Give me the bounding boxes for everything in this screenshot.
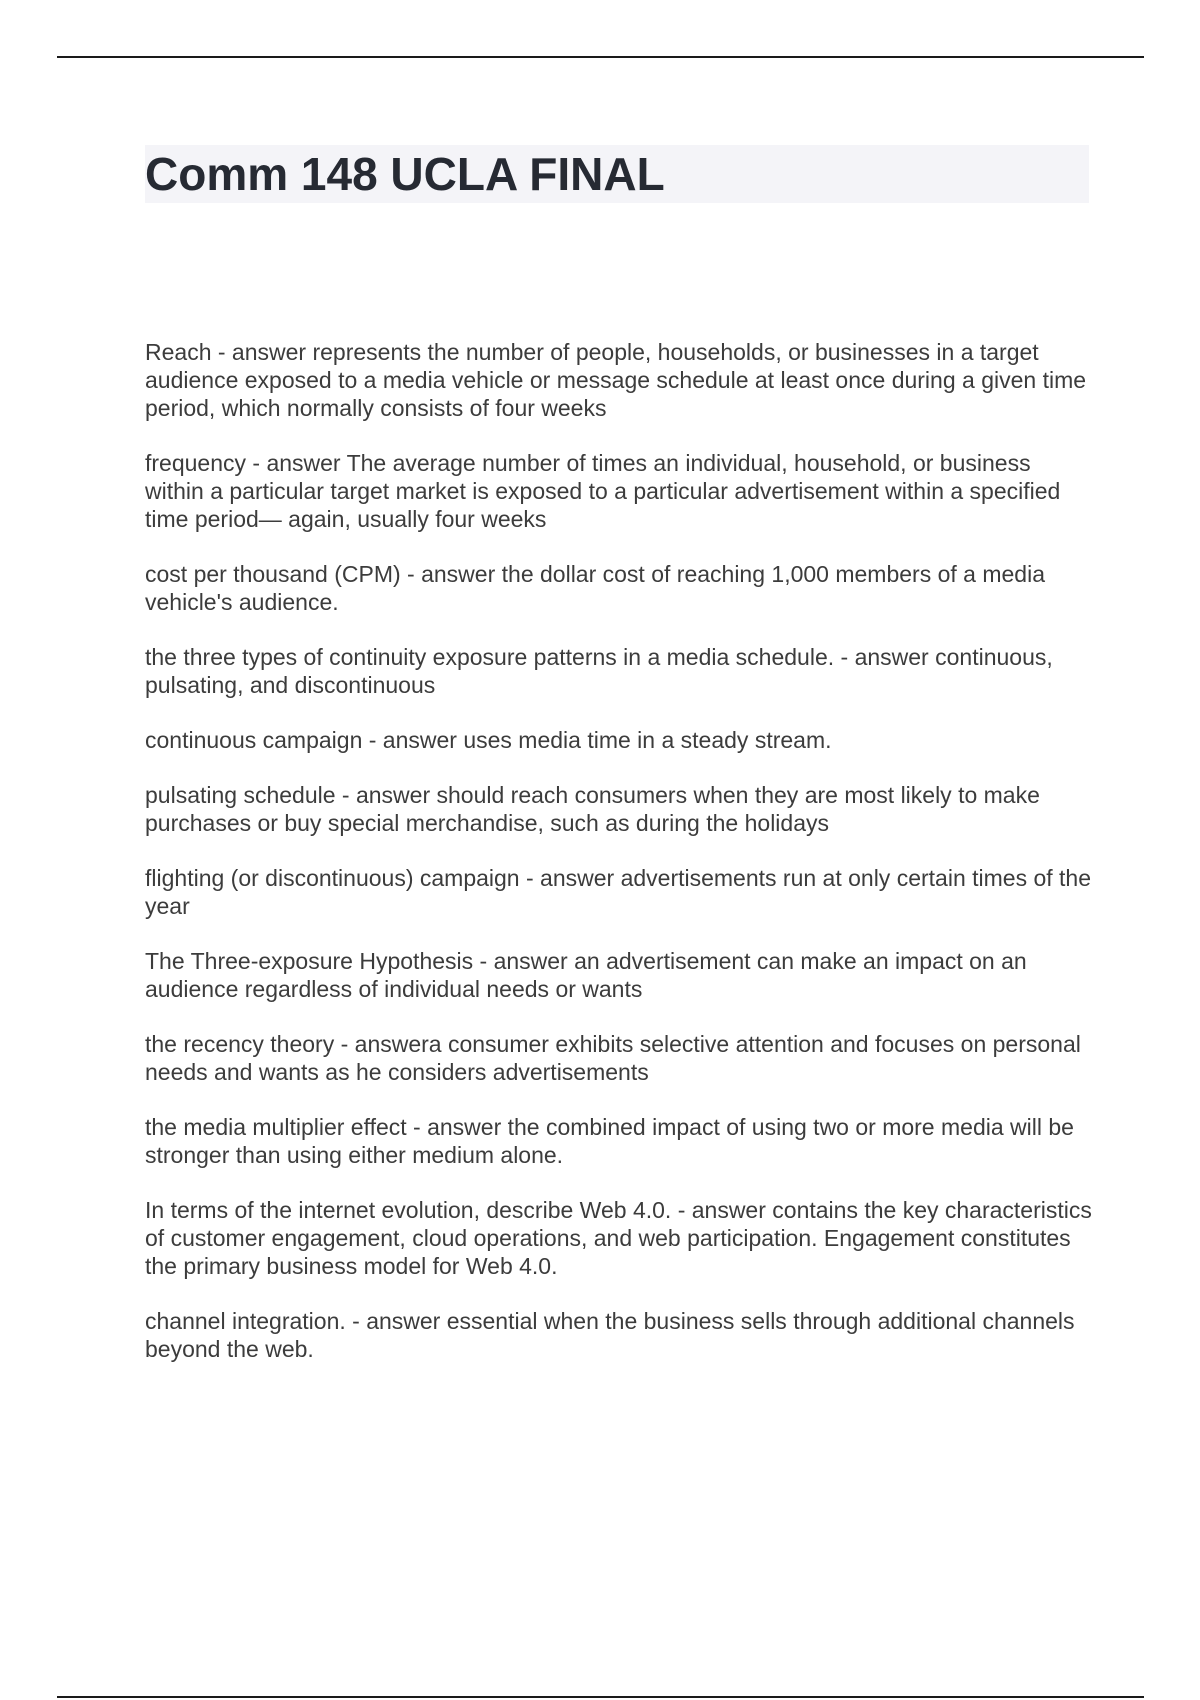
entry-channel-integration: channel integration. - answer essential when the business sells through additional channels beyond the web. <box>145 1308 1075 1362</box>
page-title: Comm 148 UCLA FINAL <box>145 148 665 200</box>
flashcard-list <box>145 338 1095 1390</box>
entry-web-4: In terms of the internet evolution, describe Web 4.0. - answer contains the key characteristics of customer engagement, cloud operations, and web participation. Engagement constitutes the primary business model for Web 4.0. <box>145 1197 1092 1279</box>
entry-media-multiplier: the media multiplier effect - answer the combined impact of using two or more media will be stronger than using either medium alone. <box>145 1114 1074 1168</box>
entry-continuous-campaign: continuous campaign - answer uses media time in a steady stream. <box>145 727 832 753</box>
entry-cpm: cost per thousand (CPM) - answer the dollar cost of reaching 1,000 members of a media vehicle's audience. <box>145 561 1045 615</box>
bottom-rule <box>57 1696 1144 1698</box>
entry-frequency: frequency - answer The average number of times an individual, household, or business within a particular target market is exposed to a particular advertisement within a specified time period— again, usually four weeks <box>145 450 1061 532</box>
entry-recency-theory: the recency theory - answera consumer exhibits selective attention and focuses on personal needs and wants as he considers advertisements <box>145 1031 1081 1085</box>
entry-pulsating-schedule: pulsating schedule - answer should reach consumers when they are most likely to make purchases or buy special merchandise, such as during the holidays <box>145 782 1040 836</box>
entry-reach: Reach - answer represents the number of people, households, or businesses in a target audience exposed to a media vehicle or message schedule at least once during a given time period, which normally consists of four weeks <box>145 339 1087 421</box>
entry-flighting-campaign: flighting (or discontinuous) campaign - answer advertisements run at only certain times of the year <box>145 865 1092 919</box>
top-rule <box>57 56 1144 58</box>
entry-continuity-patterns: the three types of continuity exposure patterns in a media schedule. - answer continuous, pulsating, and discontinuous <box>145 644 1053 698</box>
entry-three-exposure: The Three-exposure Hypothesis - answer an advertisement can make an impact on an audience regardless of individual needs or wants <box>145 948 1027 1002</box>
